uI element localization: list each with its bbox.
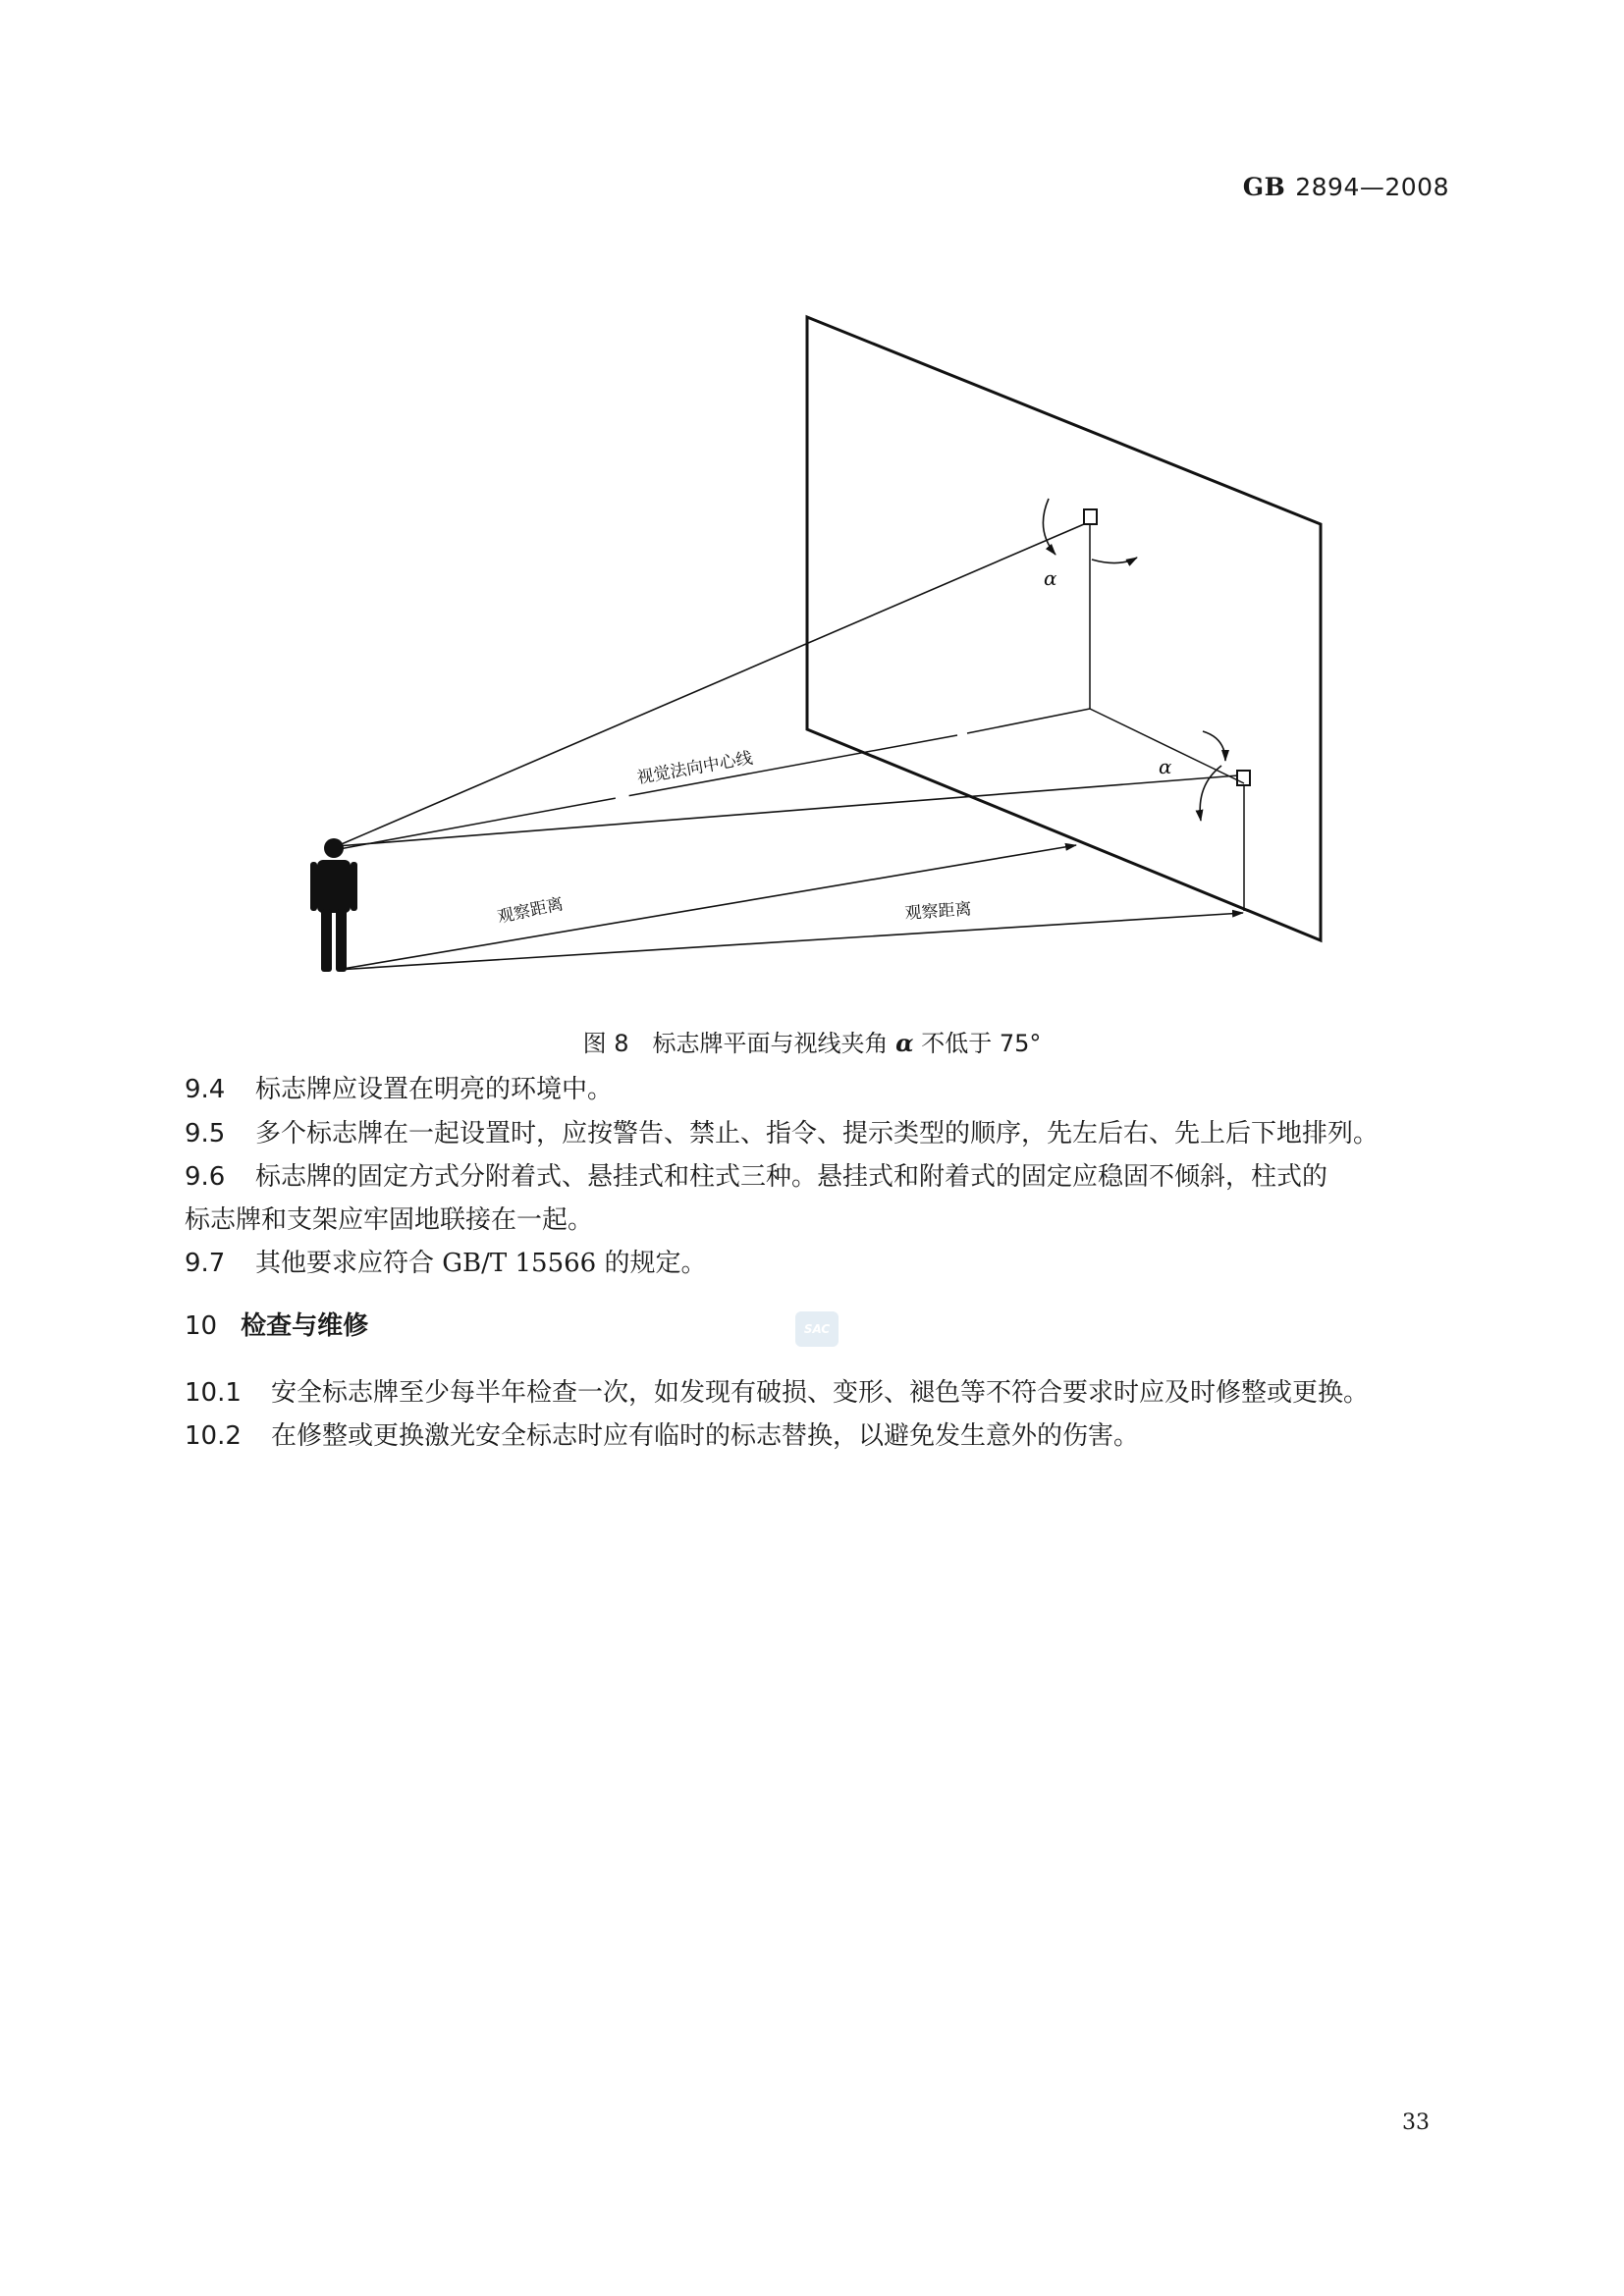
angle-arrows <box>1043 499 1225 821</box>
paragraph-9-4 <box>185 1068 1451 1111</box>
person-icon <box>310 838 357 972</box>
clause-text: 标志牌应设置在明亮的环境中。 <box>255 1075 614 1104</box>
clause-text: 标志牌的固定方式分附着式、悬挂式和柱式三种。悬挂式和附着式的固定应稳固不倾斜，柱式的 <box>255 1162 1328 1192</box>
section-title: 检查与维修 <box>241 1311 369 1341</box>
clause-text: 其他要求应符合 GB/T 15566 的规定。 <box>255 1249 707 1278</box>
label-distance-2: 观察距离 <box>903 899 973 924</box>
clause-number: 9.7 <box>185 1249 226 1278</box>
label-alpha-upper: α <box>1044 566 1057 590</box>
clause-text-continuation: 标志牌和支架应牢固地联接在一起。 <box>185 1205 594 1235</box>
paragraph-9-5 <box>185 1112 1451 1155</box>
angle-arc-upper-2 <box>1092 558 1137 563</box>
section-number: 10 <box>185 1311 218 1341</box>
sac-watermark-logo: SAC <box>795 1311 839 1347</box>
standard-prefix: GB <box>1242 173 1286 201</box>
paragraph-10-1 <box>185 1371 1451 1415</box>
caption-prefix: 图 8 标志牌平面与视线夹角 <box>582 1030 896 1057</box>
clause-number: 9.6 <box>185 1162 226 1192</box>
clause-number: 9.4 <box>185 1075 226 1104</box>
angle-arc-lower <box>1203 731 1225 761</box>
sign-markers <box>1084 509 1250 785</box>
clause-number: 10.1 <box>185 1378 242 1408</box>
standard-number: 2894—2008 <box>1295 173 1449 201</box>
section-heading <box>185 1306 368 1342</box>
label-alpha-lower: α <box>1159 755 1172 778</box>
sign-marker-upper <box>1084 509 1097 524</box>
clause-number: 9.5 <box>185 1119 226 1148</box>
figure-8-diagram <box>0 0 1624 991</box>
caption-alpha: α <box>895 1029 914 1057</box>
paragraph-9-7 <box>185 1242 1451 1285</box>
paragraph-10-2 <box>185 1415 1451 1458</box>
caption-suffix: 不低于 75° <box>913 1030 1042 1057</box>
clause-number: 10.2 <box>185 1421 242 1451</box>
paragraph-9-6 <box>185 1155 1451 1242</box>
sight-lines <box>337 524 1243 970</box>
label-distance-1: 观察距离 <box>495 894 566 928</box>
angle-arc-upper <box>1043 499 1056 555</box>
angle-arc-lower-2 <box>1200 766 1221 821</box>
clause-text: 在修整或更换激光安全标志时应有临时的标志替换，以避免发生意外的伤害。 <box>271 1421 1140 1451</box>
page-number: 33 <box>1402 2110 1430 2135</box>
clause-text: 多个标志牌在一起设置时，应按警告、禁止、指令、提示类型的顺序，先左后右、先上后下地排列。 <box>255 1119 1380 1148</box>
figure-caption <box>0 1024 1624 1058</box>
clause-text: 安全标志牌至少每半年检查一次，如发现有破损、变形、褪色等不符合要求时应及时修整或更换。 <box>271 1378 1370 1408</box>
label-center-line: 视觉法向中心线 <box>635 748 755 788</box>
